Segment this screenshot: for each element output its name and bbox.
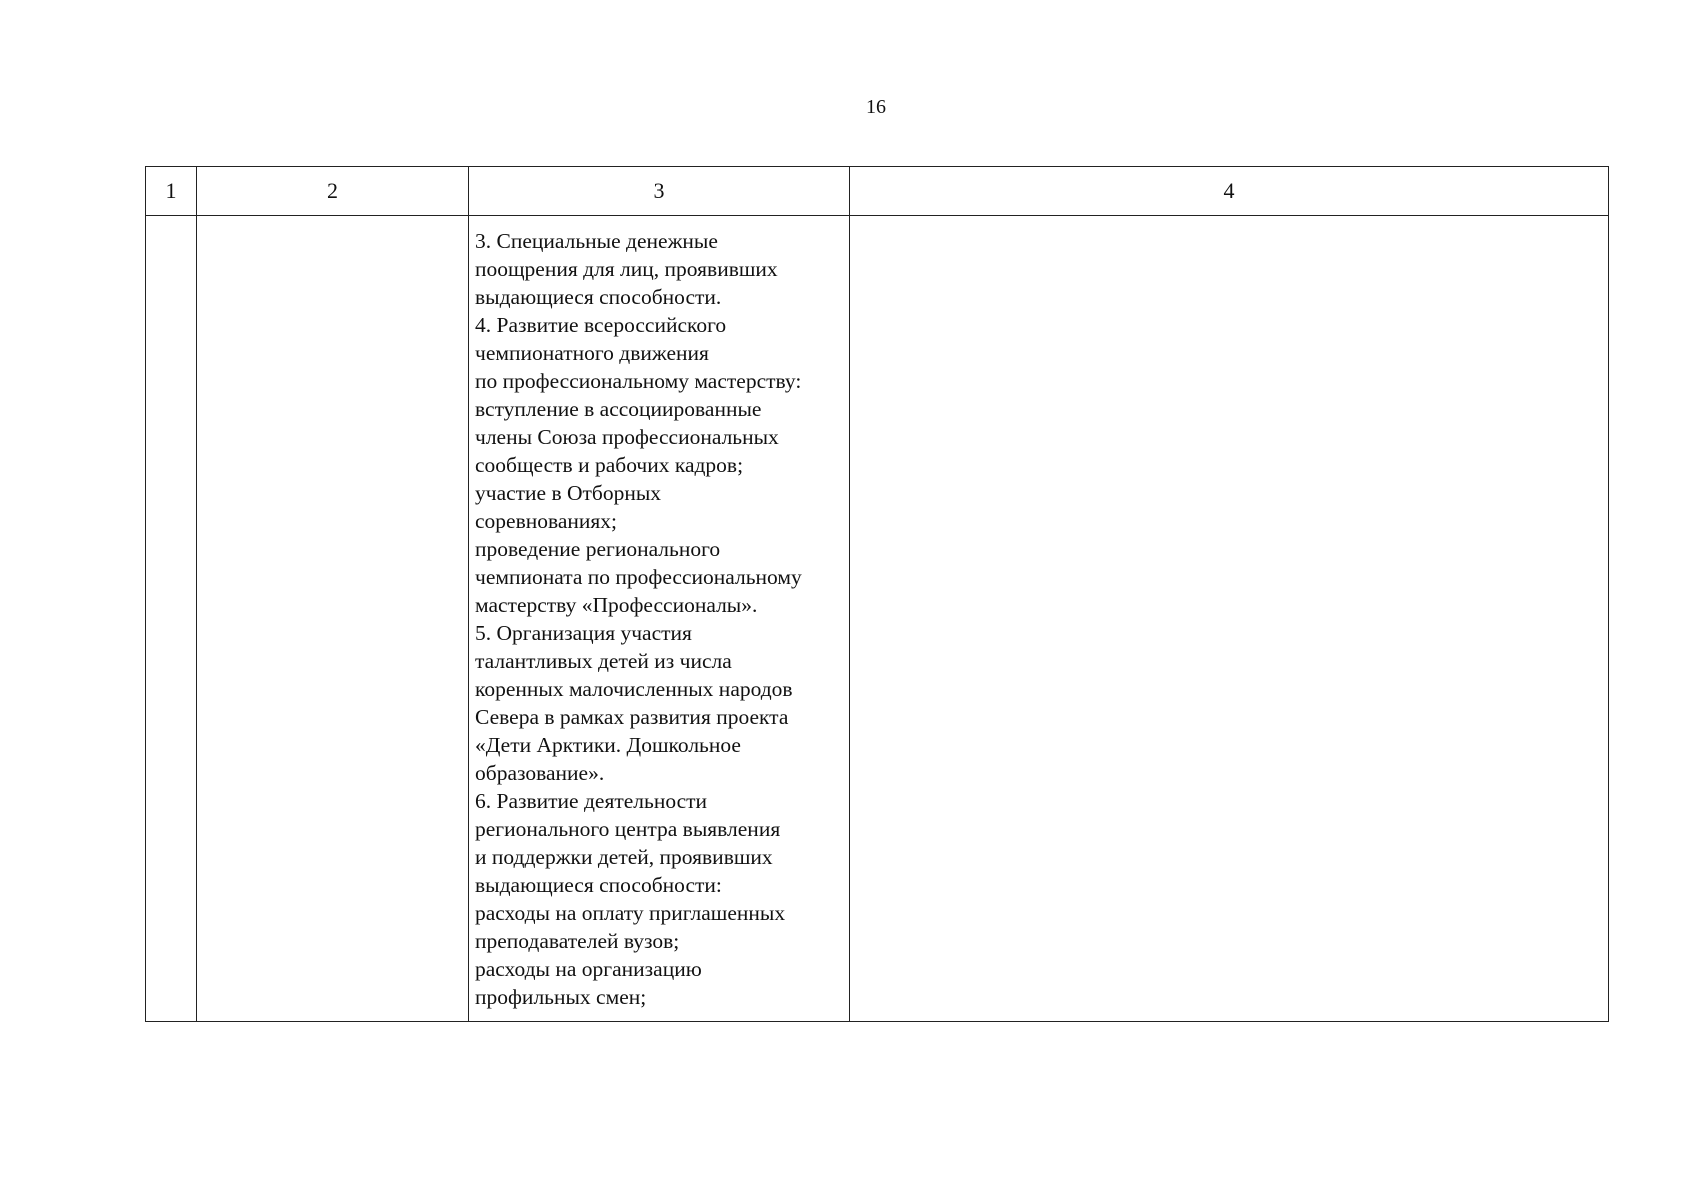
- cell-col-3-text: [469, 216, 849, 1011]
- text-line: проведение регионального: [475, 537, 721, 561]
- text-line: 6. Развитие деятельности: [475, 789, 708, 813]
- header-col-2: 2: [197, 167, 469, 216]
- text-line: выдающиеся способности.: [475, 285, 722, 309]
- text-line: расходы на организацию: [475, 957, 702, 981]
- text-line: коренных малочисленных народов: [475, 677, 793, 701]
- cell-col-3: [469, 216, 850, 1022]
- text-line: сообществ и рабочих кадров;: [475, 453, 744, 477]
- text-line: члены Союза профессиональных: [475, 425, 779, 449]
- cell-col-4: [850, 216, 1609, 1022]
- header-col-3: 3: [469, 167, 850, 216]
- text-line: 4. Развитие всероссийского: [475, 313, 727, 337]
- header-col-1: 1: [146, 167, 197, 216]
- text-line: мастерству «Профессионалы».: [475, 593, 758, 617]
- text-line: участие в Отборных: [475, 481, 662, 505]
- text-line: преподавателей вузов;: [475, 929, 680, 953]
- text-line: соревнованиях;: [475, 509, 618, 533]
- text-line: вступление в ассоциированные: [475, 397, 762, 421]
- text-line: образование».: [475, 761, 605, 785]
- text-line: поощрения для лиц, проявивших: [475, 257, 778, 281]
- text-line: чемпионатного движения: [475, 341, 709, 365]
- cell-col-2: [197, 216, 469, 1022]
- document-table: [145, 166, 1609, 1022]
- page-number: 16: [866, 96, 886, 118]
- header-col-4: 4: [850, 167, 1609, 216]
- text-line: профильных смен;: [475, 985, 647, 1009]
- text-line: чемпионата по профессиональному: [475, 565, 802, 589]
- text-line: расходы на оплату приглашенных: [475, 901, 786, 925]
- text-line: 5. Организация участия: [475, 621, 692, 645]
- table-row: [146, 216, 1609, 1022]
- table-header-row: [146, 167, 1609, 216]
- text-line: 3. Специальные денежные: [475, 229, 718, 253]
- cell-col-1: [146, 216, 197, 1022]
- text-line: Севера в рамках развития проекта: [475, 705, 789, 729]
- text-line: талантливых детей из числа: [475, 649, 732, 673]
- text-line: и поддержки детей, проявивших: [475, 845, 773, 869]
- text-line: по профессиональному мастерству:: [475, 369, 802, 393]
- text-line: выдающиеся способности:: [475, 873, 722, 897]
- text-line: регионального центра выявления: [475, 817, 781, 841]
- text-line: «Дети Арктики. Дошкольное: [475, 733, 741, 757]
